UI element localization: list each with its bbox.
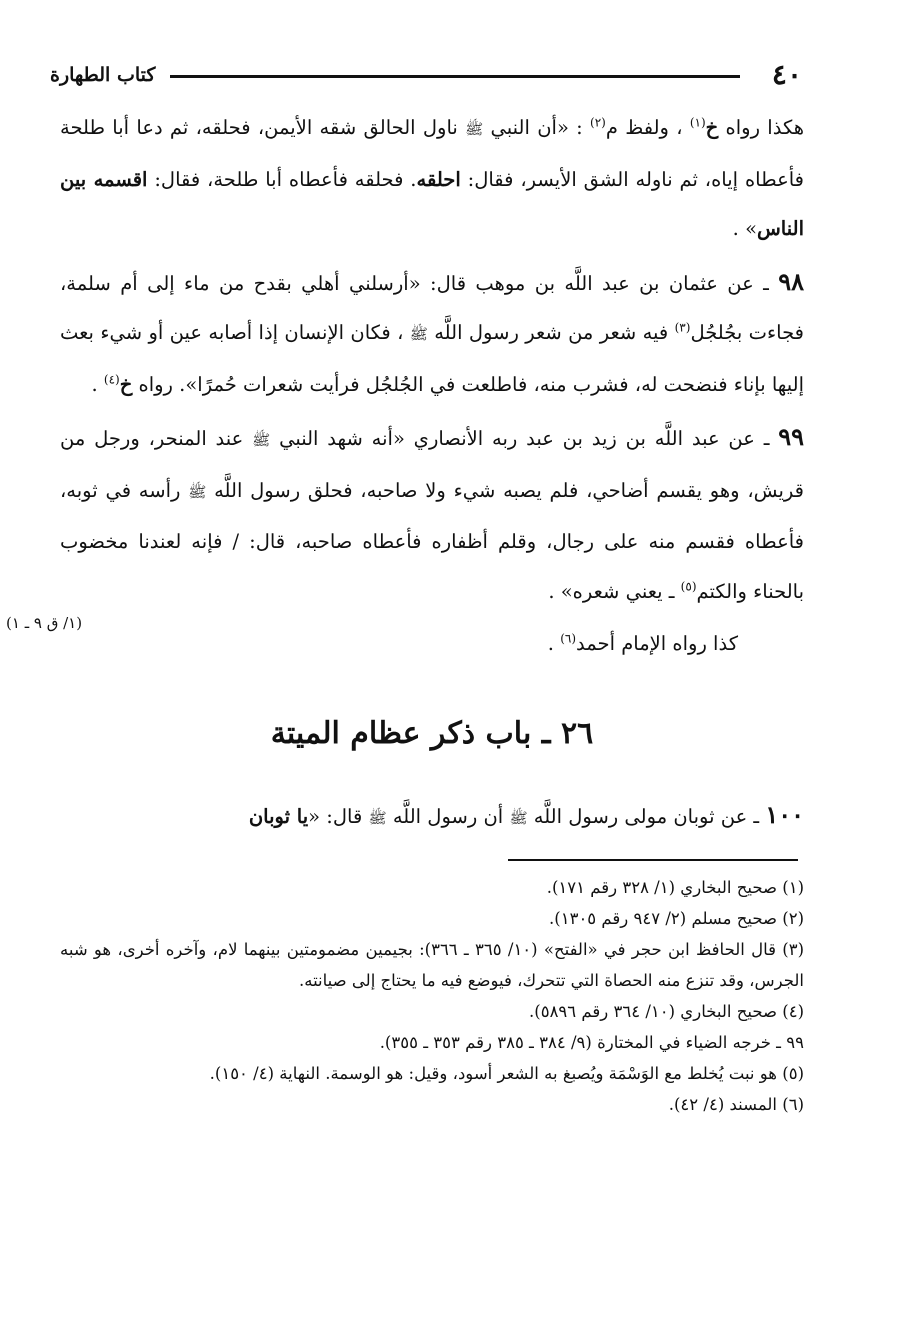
hadith-99: ٩٩ ـ عن عبد اللَّه بن زيد بن عبد ربه الأنصاري «أنه شهد النبي ﷺ عند المنحر، ورجل من قريش، وهو يقسم أضاحي، فلم يصبه شيء ولا صاحبه، فحلق رسول اللَّه ﷺ رأسه في ثوبه، فأعطاه فقسم منه على رجال، وقلم أظفاره فأعطاه صاحبه، قال: / فإنه لعندنا مخضوب بالحناء والكتم$^{(٥)}$ ـ يعني شعره» . bbox=[60, 422, 805, 603]
manuscript-margin-note: (١/ ق ٩ ـ ١) bbox=[6, 614, 83, 632]
salutation-ligature: ﷺ bbox=[188, 482, 207, 501]
main-text bbox=[60, 103, 804, 669]
footnote-1: (١) صحيح البخاري (١/ ٣٢٨ رقم ١٧١). bbox=[546, 878, 804, 897]
salutation-ligature: ﷺ bbox=[465, 120, 484, 138]
book-title: كتاب الطهارة bbox=[50, 64, 156, 86]
footnote-99: ٩٩ ـ خرجه الضياء في المختارة (٩/ ٣٨٤ ـ ٣٨٥ رقم ٣٥٣ ـ ٣٥٥). bbox=[379, 1033, 804, 1052]
hadith-99-closing: كذا رواه الإمام أحمد$^{(٦)}$ . bbox=[547, 631, 738, 655]
footnote-ref: (١) bbox=[689, 115, 706, 130]
footnote-ref: (٣) bbox=[674, 320, 691, 335]
footnote-separator bbox=[508, 859, 798, 861]
paragraph-intro: هكذا رواه خ$^{(١)}$ ، ولفظ م$^{(٢)}$ : «أن النبي ﷺ ناول الحالق شقه الأيمن، فحلقه، ثم دعا أبا طلحة فأعطاه إياه، ثم ناوله الشق الأيسر، فقال: احلقه. فحلقه فأعطاه أبا طلحة، فقال: اقسمه بين الناس» . bbox=[60, 115, 804, 240]
footnote-5: (٥) هو نبت يُخلط مع الوَسْمَة ويُصبغ به الشعر أسود، وقيل: هو الوسمة. النهاية (٤/ ١٥٠). bbox=[209, 1064, 804, 1083]
hadith-100: ١٠٠ ـ عن ثوبان مولى رسول اللَّه ﷺ أن رسول اللَّه ﷺ قال: «يا ثوبان bbox=[248, 800, 804, 829]
footnote-ref: (٥) bbox=[680, 579, 697, 593]
page-number: ٤٠ bbox=[771, 58, 802, 91]
salutation-ligature: ﷺ bbox=[252, 431, 271, 449]
salutation-ligature: ﷺ bbox=[409, 325, 428, 343]
footnote-ref: (٦) bbox=[560, 631, 577, 646]
header-rule bbox=[170, 75, 740, 78]
footnote-ref: (٢) bbox=[590, 115, 606, 130]
chapter-title: ٢٦ ـ باب ذكر عظام الميتة bbox=[270, 716, 594, 751]
hadith-number: ٩٩ bbox=[778, 422, 805, 451]
footnote-3: (٣) قال الحافظ ابن حجر في «الفتح» (١٠/ ٣٦٥ ـ ٣٦٦): بجيمين مضمومتين بينهما لام، وآخره أخرى، هو شبه الجرس، وقد تنزع منه الحصاة التي تتحرك، فيوضع فيه ما يحتاج إلى صيانته. bbox=[60, 940, 804, 990]
footnote-ref: (٤) bbox=[103, 372, 120, 386]
hadith-98: ٩٨ ـ عن عثمان بن عبد اللَّه بن موهب قال: «أرسلني أهلي بقدح من ماء إلى أم سلمة، فجاءت بجُلجُل$^{(٣)}$ فيه شعر من شعر رسول اللَّه ﷺ ، فكان الإنسان إذا أصابه عين أو شيء بعث إليها بإناء فنضحت له، فشرب منه، فاطلعت في الجُلجُل فرأيت شعرات حُمرًا». رواه خ$^{(٤)}$ . bbox=[60, 266, 804, 396]
salutation-ligature: ﷺ bbox=[509, 809, 528, 827]
salutation-ligature: ﷺ bbox=[368, 809, 387, 827]
footnote-4: (٤) صحيح البخاري (١٠/ ٣٦٤ رقم ٥٨٩٦). bbox=[529, 1002, 804, 1021]
footnotes bbox=[60, 872, 804, 1120]
hadith-number: ١٠٠ bbox=[765, 800, 804, 829]
footnote-6: (٦) المسند (٤/ ٤٢). bbox=[668, 1095, 804, 1114]
page-header bbox=[50, 58, 802, 92]
footnote-2: (٢) صحيح مسلم (٢/ ٩٤٧ رقم ١٣٠٥). bbox=[549, 909, 804, 928]
hadith-number: ٩٨ bbox=[778, 266, 804, 296]
